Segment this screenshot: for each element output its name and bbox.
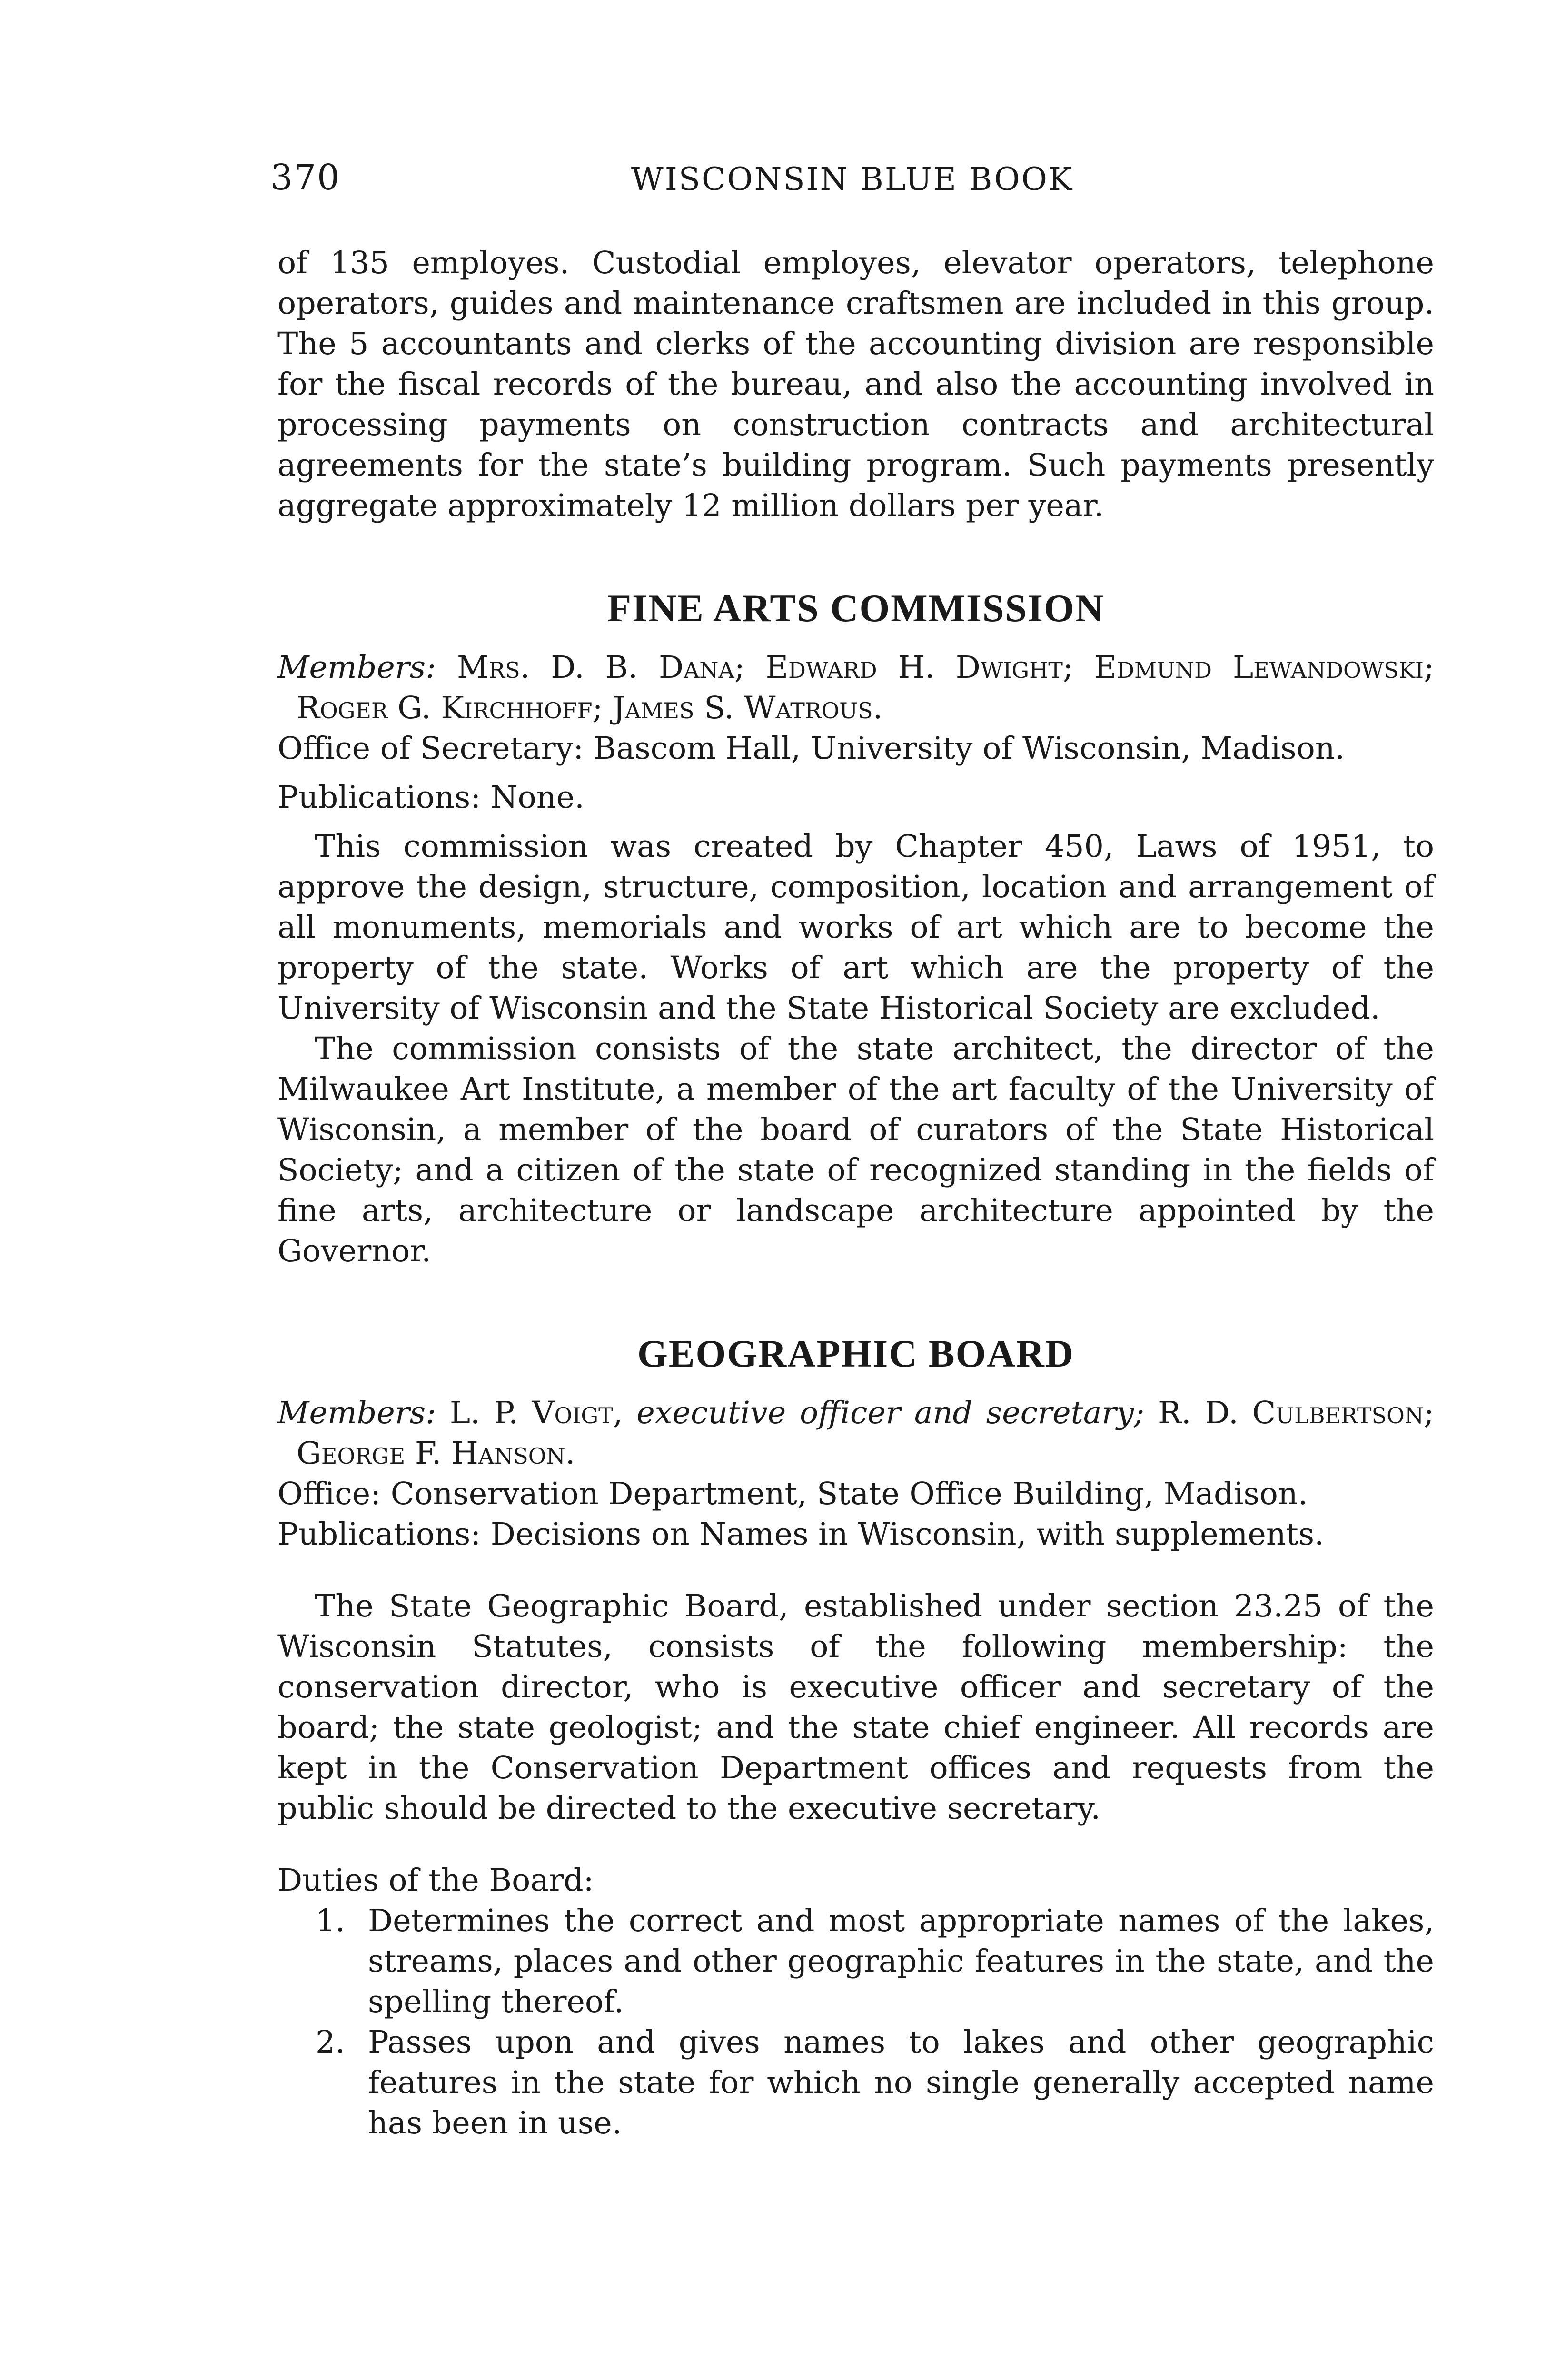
geographic-members-rest: R. D. Culbertson; George F. Hanson. [297,1395,1434,1471]
fine-arts-members [277,647,1434,728]
fine-arts-office: Office of Secretary: Bascom Hall, University of Wisconsin, Madison. [277,731,1345,766]
fine-arts-members-label: Members: [277,650,436,685]
duty-number: 2. [316,2024,346,2060]
page-header [270,157,1434,200]
geographic-paragraph-1: The State Geographic Board, established under section 23.25 of the Wisconsin Statutes, consists of the following membership: the conservation director, who is executive officer and secretary of the board; the state geologist; and the state chief engineer. All records are kept in the Conservation Department offices and requests from the public should be directed to the executive secretary. [277,1588,1434,1826]
duty-text: Passes upon and gives names to lakes and other geographic features in the state for which no single generally accepted name has been in use. [368,2024,1434,2141]
running-head: WISCONSIN BLUE BOOK [631,161,1074,198]
fine-arts-paragraph-1: This commission was created by Chapter 450, Laws of 1951, to approve the design, structure, composition, location and arrangement of all monuments, memorials and works of art which are to become the property of the state. Works of art which are the property of the University of Wisconsin and the State Historical Society are excluded. [277,829,1434,1026]
geographic-heading: GEOGRAPHIC BOARD [637,1332,1075,1375]
geographic-member-1-role: executive officer and secretary; [636,1395,1145,1431]
geographic-office: Office: Conservation Department, State Office Building, Madison. [277,1476,1308,1512]
page-number: 370 [270,157,341,198]
duty-text: Determines the correct and most appropriate names of the lakes, streams, places and other geographic features in the state, and the spelling thereof. [368,1903,1434,2020]
duties-label: Duties of the Board: [277,1863,594,1898]
intro-paragraph: of 135 employes. Custodial employes, elevator operators, telephone operators, guides and maintenance craftsmen are included in this group. The 5 accountants and clerks of the accounting division are responsible for the fiscal records of the bureau, and also the accounting involved in processing payments on construction contracts and architectural agreements for the state’s building program. Such payments presently aggregate approximately 12 million dollars per year. [277,245,1434,524]
fine-arts-publications: Publications: None. [277,780,585,815]
fine-arts-paragraph-2: The commission consists of the state architect, the director of the Milwaukee Art Institute, a member of the art faculty of the University of Wisconsin, a member of the board of curators of the State Historical Society; and a citizen of the state of recognized standing in the fields of fine arts, architecture or landscape architecture appointed by the Governor. [277,1031,1434,1269]
duty-number: 1. [316,1903,346,1939]
text-column [277,243,1434,2143]
duty-item [277,1901,1434,2022]
geographic-members-label: Members: [277,1395,436,1431]
fine-arts-members-names: Mrs. D. B. Dana; Edward H. Dwight; Edmund Lewandowski; Roger G. Kirchhoff; James S. Watrous. [297,650,1434,726]
duties-list [277,1901,1434,2143]
geographic-members [277,1393,1434,1474]
geographic-member-1-name: L. P. Voigt, [449,1395,623,1431]
duty-item [277,2022,1434,2143]
geographic-publications: Publications: Decisions on Names in Wisconsin, with supplements. [277,1517,1324,1552]
fine-arts-heading: FINE ARTS COMMISSION [607,586,1105,630]
